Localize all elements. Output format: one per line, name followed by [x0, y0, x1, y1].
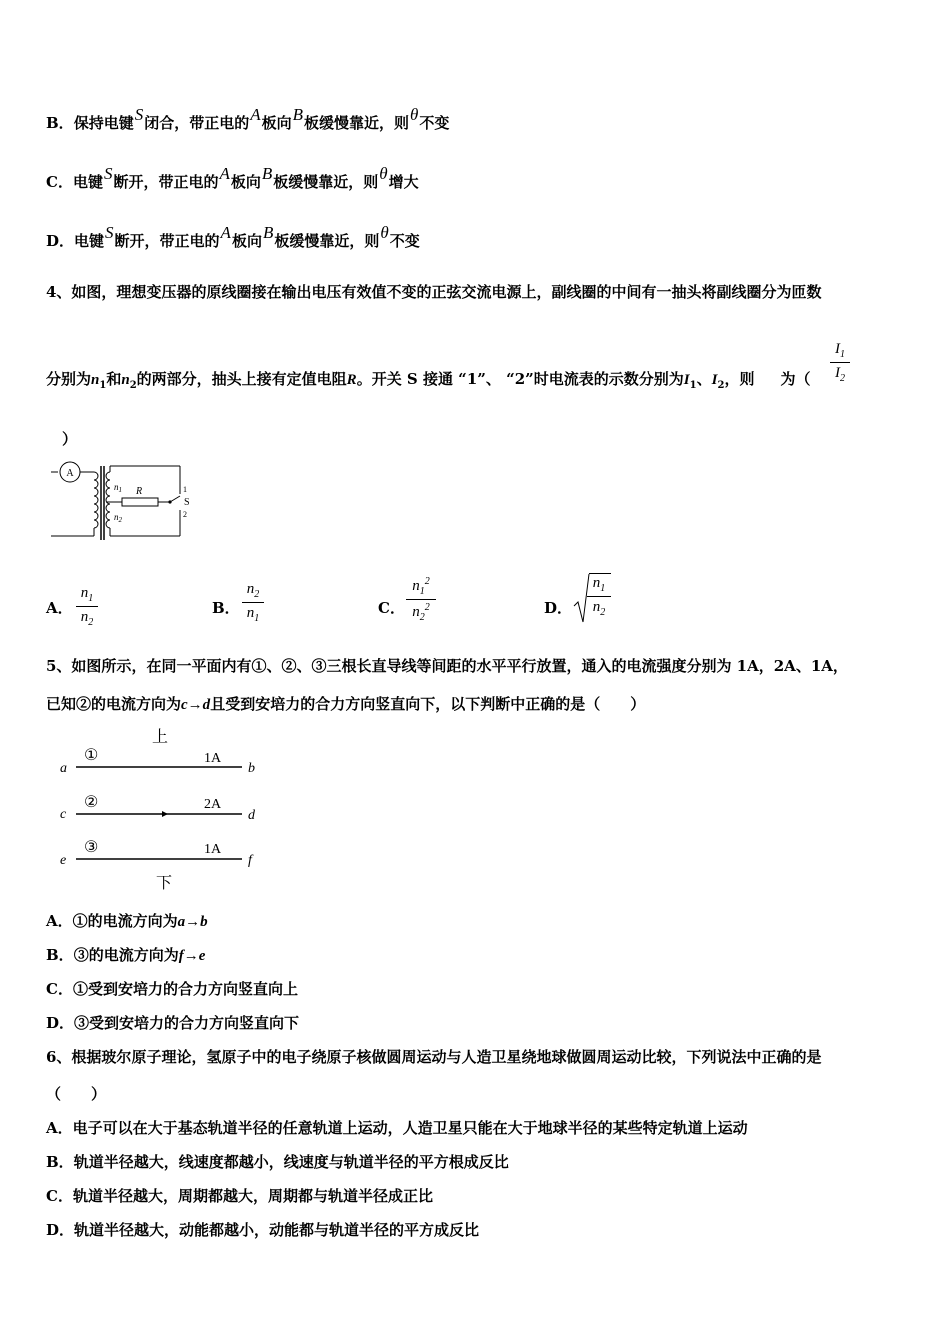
q6-option-d[interactable]: D．轨道半径越大，动能都越小，动能都与轨道半径的平方成反比 — [46, 1221, 480, 1239]
q5-stem-line1: 5、如图所示，在同一平面内有①、②、③三根长直导线等间距的水平平行放置，通入的电流强度分别为 1A，2A、1A， — [46, 657, 848, 675]
q4-stem-line1: 4、如图，理想变压器的原线圈接在输出电压有效值不变的正弦交流电源上，副线圈的中间有一抽头将副线圈分为匝数 — [46, 283, 822, 301]
q5-option-d[interactable]: D．③受到安培力的合力方向竖直向下 — [46, 1014, 300, 1032]
q4-option-a[interactable]: $n_1$ $n_2$ — [76, 585, 98, 628]
q6-option-b[interactable]: B．轨道半径越大，线速度都越小，线速度与轨道半径的平方根成反比 — [46, 1153, 509, 1171]
q6-option-a[interactable]: A．电子可以在大于基态轨道半径的任意轨道上运动，人造卫星只能在大于地球半径的某些特定轨道上运动 — [46, 1119, 748, 1137]
secondary-coil — [106, 472, 110, 528]
ammeter-label: A — [66, 468, 74, 479]
q4-option-d-letter[interactable]: D． — [544, 599, 573, 617]
svg-text:c: c — [60, 807, 67, 822]
radical-bar — [589, 573, 611, 574]
svg-text:a: a — [60, 761, 67, 776]
svg-text:1A: 1A — [204, 842, 222, 857]
q3-option-d[interactable]: D．电键S断开，带正电的A板向B板缓慢靠近，则θ不变 — [46, 223, 420, 250]
primary-coil — [94, 472, 98, 528]
svg-text:f: f — [248, 853, 252, 868]
svg-text:b: b — [248, 761, 255, 776]
q4-stem-line3: ） — [62, 430, 78, 448]
q6-stem-line2: （ ） — [46, 1085, 107, 1103]
resistor-label: R — [136, 486, 143, 497]
q4-option-b[interactable]: $n_2$ $n_1$ — [242, 581, 264, 624]
q4-option-b-letter[interactable]: B． — [212, 599, 240, 617]
svg-text:①: ① — [84, 747, 99, 764]
q4-option-c-letter[interactable]: C． — [378, 599, 405, 617]
switch-pos-2: 2 — [183, 510, 187, 519]
svg-text:n2: $n_2$ — [114, 512, 122, 524]
q5-option-b[interactable]: B．③的电流方向为f→e — [46, 946, 206, 964]
svg-text:②: ② — [84, 794, 99, 811]
svg-text:2A: 2A — [204, 797, 222, 812]
arrow-c-to-d — [162, 811, 168, 817]
svg-text:③: ③ — [84, 839, 99, 856]
svg-text:n1: $n_1$ — [114, 482, 122, 494]
q5-stem-line2: 已知②的电流方向为c→d且受到安培力的合力方向竖直向下，以下判断中正确的是（ ） — [46, 695, 646, 713]
q4-option-c[interactable]: $n_1^2$ $n_2^2$ — [406, 576, 436, 623]
q5-option-a[interactable]: A．①的电流方向为a→b — [46, 912, 208, 930]
transformer-diagram — [46, 456, 206, 546]
resistor-r — [122, 498, 158, 506]
svg-text:1A: 1A — [204, 751, 222, 766]
q4-option-d[interactable]: $n_1$ $n_2$ — [587, 575, 611, 618]
q6-option-c[interactable]: C．轨道半径越大，周期都越大，周期都与轨道半径成正比 — [46, 1187, 433, 1205]
q3-option-c[interactable]: C．电键S断开，带正电的A板向B板缓慢靠近，则θ增大 — [46, 164, 419, 191]
q6-stem-line1: 6、根据玻尔原子理论，氢原子中的电子绕原子核做圆周运动与人造卫星绕地球做圆周运动比较，下列说法中正确的是 — [46, 1048, 822, 1066]
svg-text:d: d — [248, 808, 255, 823]
svg-text:e: e — [60, 853, 67, 868]
wires-diagram — [56, 722, 266, 894]
q5-option-c[interactable]: C．①受到安培力的合力方向竖直向上 — [46, 980, 298, 998]
label-down: 下 — [156, 875, 173, 892]
q3-option-b[interactable]: B．保持电键S闭合，带正电的A板向B板缓慢靠近，则θ不变 — [46, 105, 450, 132]
q4-stem-line2: 分别为$n_1$和$n_2$的两部分，抽头上接有定值电阻R。开关 S 接通 “1”、 “2”时电流表的示数分别为$I_1$、$I_2$，则 为（ — [46, 370, 811, 391]
q4-current-ratio: $I_1$ $I_2$ — [830, 341, 850, 384]
switch-label: S — [184, 497, 190, 508]
switch-pos-1: 1 — [183, 485, 187, 494]
q4-option-a-letter[interactable]: A． — [46, 599, 73, 617]
label-up: 上 — [152, 729, 169, 746]
